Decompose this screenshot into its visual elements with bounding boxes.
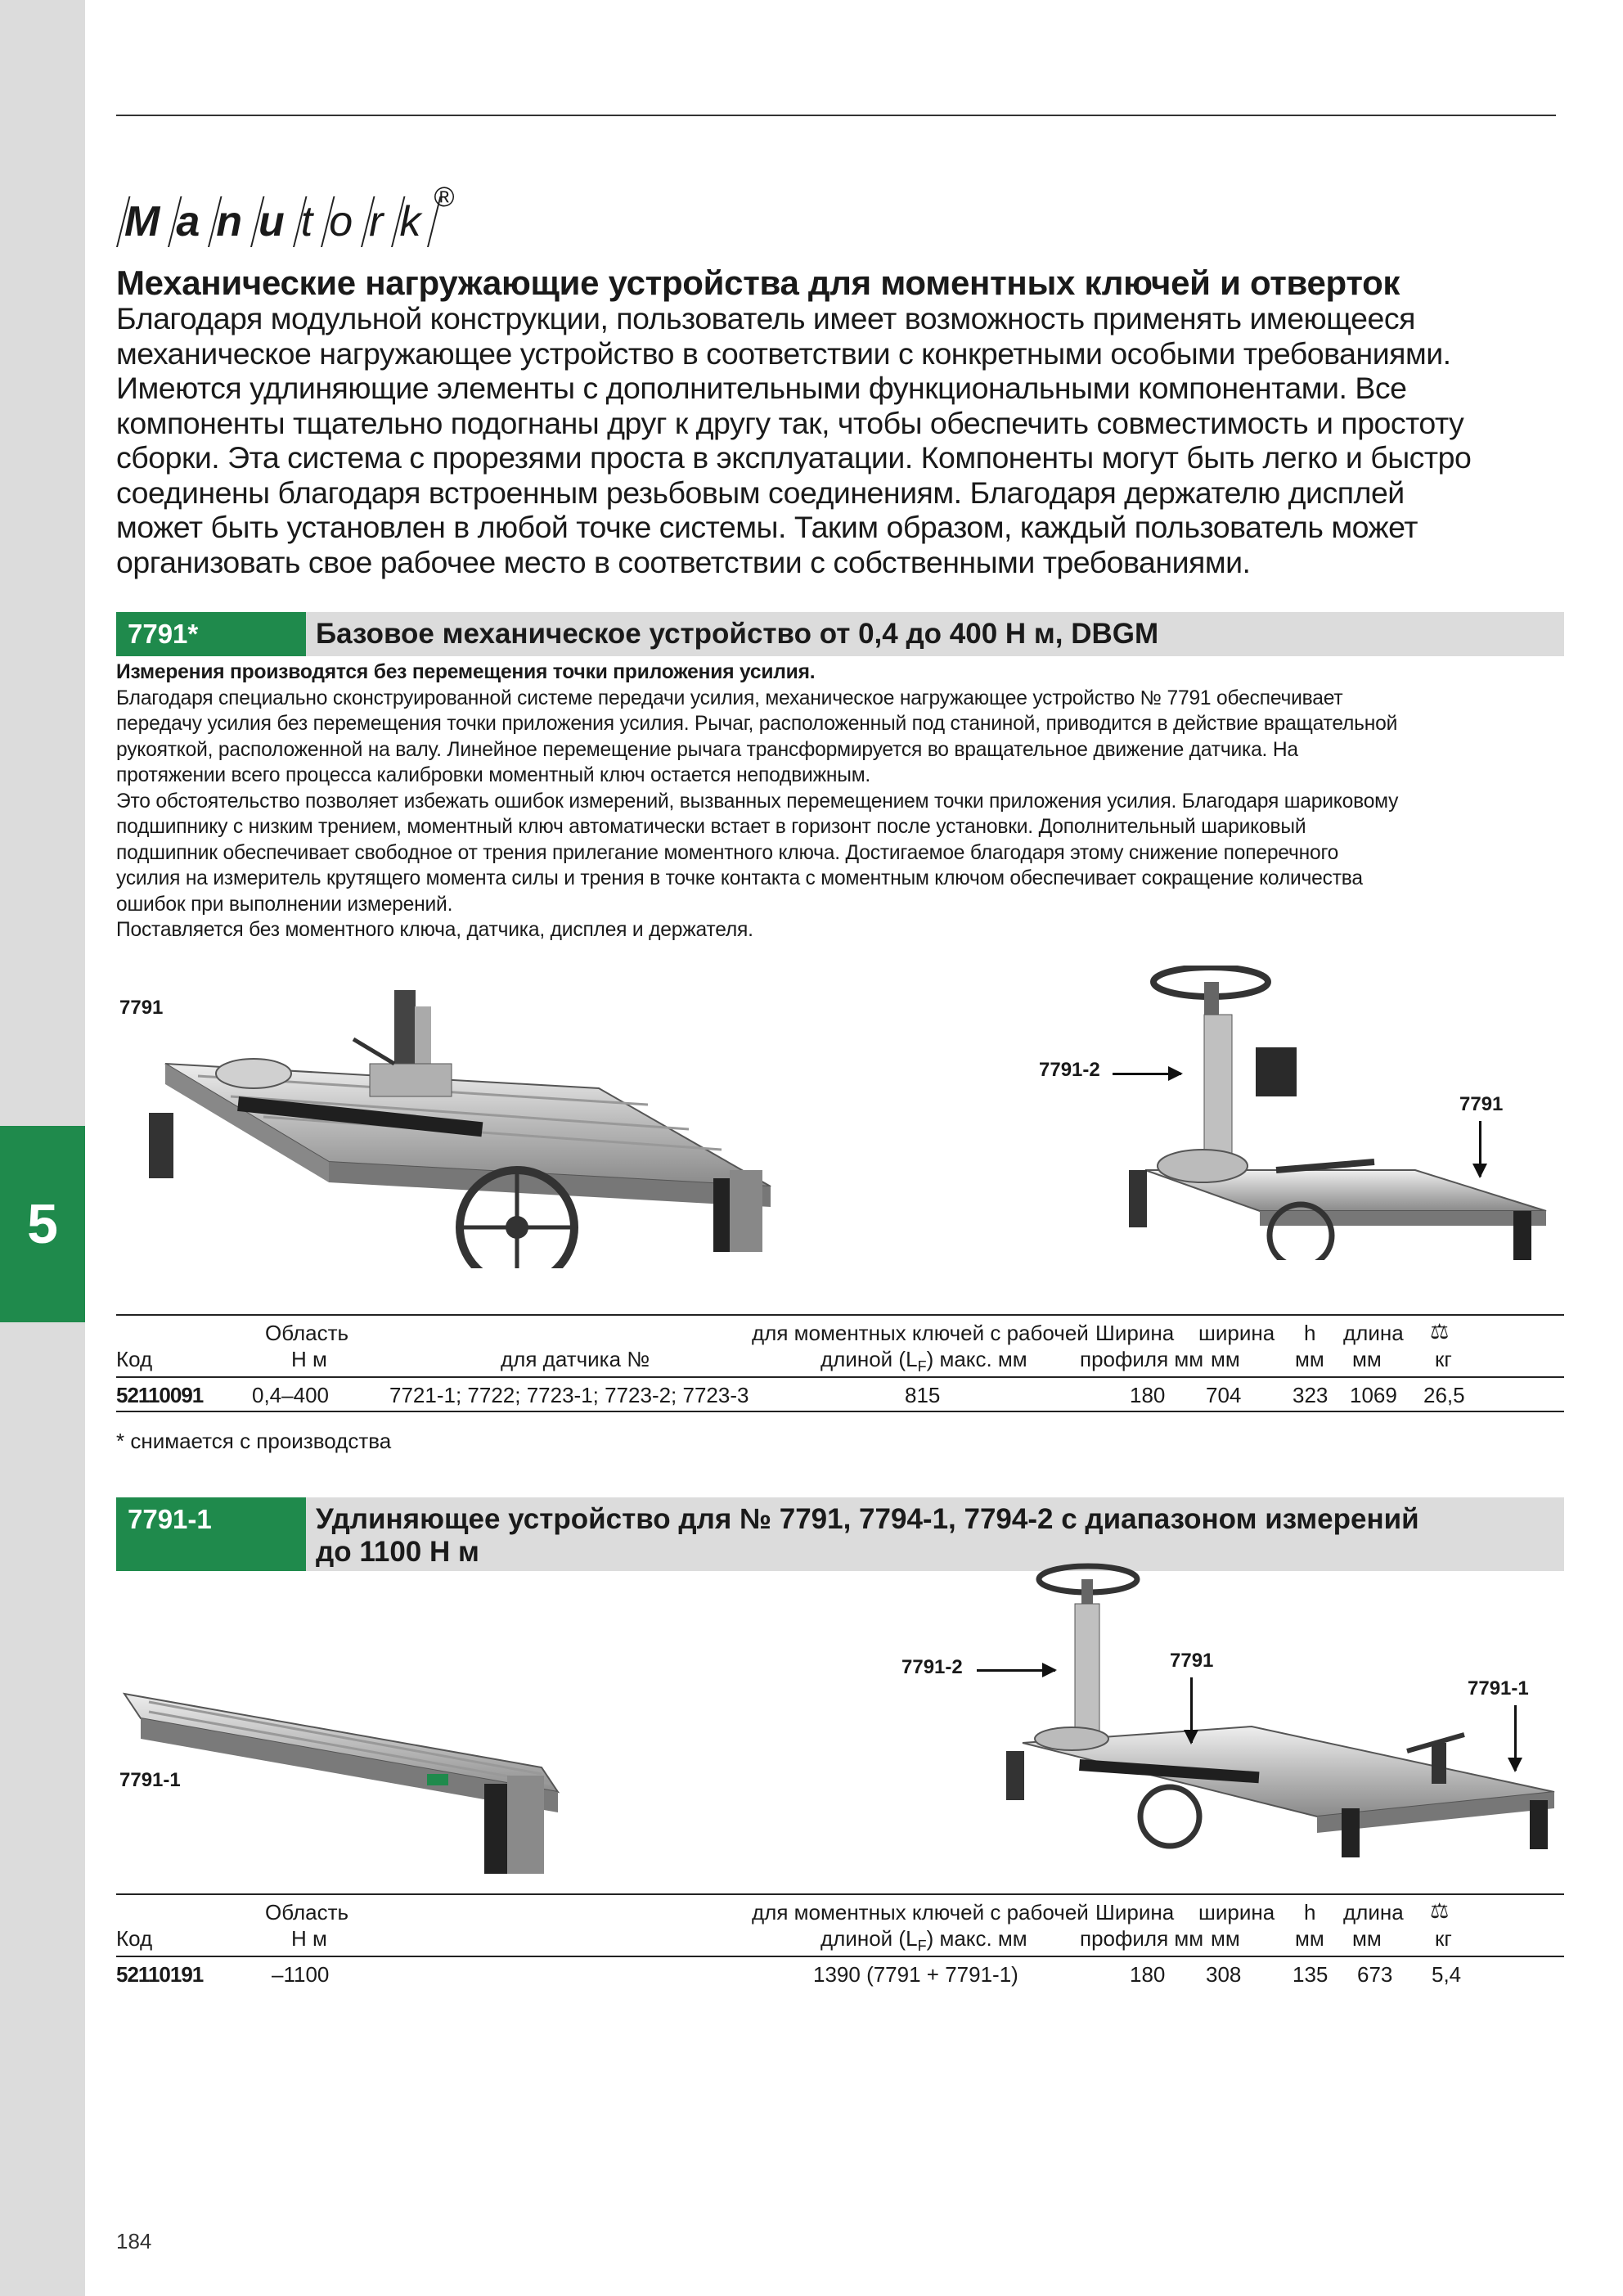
header-width-unit: мм	[1211, 1926, 1240, 1951]
brand-letter: t	[293, 196, 321, 247]
intro-line: Имеются удлиняющие элементы с дополнительными функциональными компонентами. Все	[116, 371, 1407, 405]
header-wrench-part: ) макс. мм	[926, 1347, 1027, 1371]
product-photo-7791	[116, 974, 820, 1268]
header-length-unit: мм	[1352, 1347, 1382, 1371]
description-line: протяжении всего процесса калибровки моментный ключ остается неподвижным.	[116, 764, 871, 786]
product-photo-7791-extended-assembly	[1006, 1563, 1562, 1874]
top-rule	[116, 115, 1556, 116]
row-range: –1100	[272, 1962, 330, 1987]
callout-label: 7791	[1459, 1093, 1504, 1115]
description-line: Это обстоятельство позволяет избежать ошибок измерений, вызванных перемещением точки приложения усилия. Благодаря шариковому	[116, 790, 1399, 813]
description-line: рукояткой, расположенной на валу. Линейное перемещение рычага трансформируется во вращательное движение датчика. На	[116, 738, 1298, 761]
header-h: h	[1304, 1900, 1316, 1925]
header-profile: Ширина	[1095, 1321, 1175, 1345]
row-length: 673	[1357, 1962, 1393, 1987]
arrow-right-icon	[977, 1669, 1055, 1672]
brand-letter: k	[391, 196, 429, 247]
header-wrench-sub: F	[917, 1358, 927, 1375]
arrow-down-icon	[1190, 1677, 1193, 1743]
header-width: ширина	[1198, 1900, 1275, 1925]
header-wrench-part: длиной (L	[820, 1347, 918, 1371]
section-code: 7791-1	[116, 1497, 306, 1571]
description-line: передачу усилия без перемещения точки приложения усилия. Рычаг, расположенный под станиной, приводится в действие вращательной	[116, 713, 1398, 735]
header-wrench-sub: F	[917, 1938, 927, 1955]
description-line: подшипник обеспечивает свободное от трения прилегание моментного ключа. Достигаемое благодаря этому снижение поперечного	[116, 841, 1339, 864]
header-range: Область	[265, 1321, 349, 1345]
header-wrench-length	[820, 1347, 1027, 1375]
header-wrench: для моментных ключей с рабочей	[752, 1900, 1089, 1925]
header-profile-unit: профиля мм	[1080, 1926, 1204, 1951]
header-sensor: для датчика №	[501, 1347, 650, 1371]
row-wrench: 815	[905, 1383, 941, 1407]
page-number: 184	[116, 2229, 152, 2253]
callout-label: 7791	[119, 997, 164, 1019]
header-h: h	[1304, 1321, 1316, 1345]
row-sensor: 7721-1; 7722; 7723-1; 7723-2; 7723-3	[389, 1383, 749, 1407]
section-header-7791	[116, 612, 1564, 656]
header-weight-unit: кг	[1435, 1926, 1452, 1951]
intro-line: сборки. Эта система с прорезями проста в эксплуатации. Компоненты могут быть легко и быстро	[116, 440, 1472, 475]
description-line: Благодаря специально сконструированной системе передачи усилия, механическое нагружающее устройство № 7791 обеспечивает	[116, 687, 1343, 709]
page-title: Механические нагружающие устройства для моментных ключей и отверток	[116, 263, 1400, 302]
intro-line: может быть установлен в любой точке системы. Таким образом, каждый пользователь может	[116, 510, 1418, 544]
description-line: Поставляется без моментного ключа, датчика, дисплея и держателя.	[116, 919, 753, 941]
table-rule	[116, 1893, 1564, 1895]
section-code: 7791*	[116, 612, 306, 656]
callout-label: 7791-2	[901, 1656, 963, 1678]
table-rule	[116, 1314, 1564, 1316]
row-weight: 26,5	[1423, 1383, 1465, 1407]
row-h: 323	[1293, 1383, 1329, 1407]
weight-icon: ⚖	[1430, 1898, 1450, 1923]
footnote: * снимается с производства	[116, 1429, 392, 1453]
section-title-line: Удлиняющее устройство для № 7791, 7794-1, 7794-2 с диапазоном измерений	[316, 1503, 1419, 1535]
product-photo-7791-1	[116, 1677, 582, 1882]
brand-letter: M	[116, 196, 168, 247]
header-code: Код	[116, 1926, 153, 1951]
spec-table-7791-1	[116, 1893, 1564, 1992]
intro-line: компоненты тщательно подогнаны друг к другу так, чтобы обеспечить совместимость и простоту	[116, 405, 1464, 440]
intro-line: механическое нагружающее устройство в соответствии с конкретными особыми требованиями.	[116, 335, 1451, 371]
header-range-unit: Н м	[291, 1926, 327, 1951]
brand-letter: r	[361, 196, 391, 247]
row-width: 308	[1206, 1962, 1242, 1987]
header-h-unit: мм	[1295, 1926, 1324, 1951]
description-line: усилия на измеритель крутящего момента силы и трения в точке контакта с моментным ключом обеспечивает сокращение количества	[116, 867, 1363, 889]
section-description	[116, 660, 1564, 943]
row-code: 52110091	[116, 1383, 204, 1407]
arrow-down-icon	[1514, 1705, 1517, 1771]
header-range-unit: Н м	[291, 1347, 327, 1371]
section-title-line: до 1100 Н м	[316, 1536, 479, 1568]
intro-line: организовать свое рабочее место в соответствии с собственными требованиями.	[116, 544, 1251, 579]
registered-mark: ®	[434, 182, 455, 213]
section-header-7791-1	[116, 1497, 1564, 1571]
header-length: длина	[1343, 1900, 1404, 1925]
callout-label: 7791-1	[1468, 1677, 1529, 1699]
brand-logo	[116, 182, 455, 247]
header-wrench-part: длиной (L	[820, 1926, 918, 1951]
intro-paragraph	[116, 301, 1556, 579]
row-wrench: 1390 (7791 + 7791-1)	[813, 1962, 1018, 1987]
header-weight-unit: кг	[1435, 1347, 1452, 1371]
table-rule	[116, 1376, 1564, 1378]
arrow-down-icon	[1479, 1121, 1481, 1177]
spec-table-7791	[116, 1314, 1564, 1412]
brand-letter: n	[208, 196, 250, 247]
arrow-right-icon	[1113, 1073, 1181, 1075]
row-range: 0,4–400	[252, 1383, 329, 1407]
brand-letter: o	[321, 196, 361, 247]
table-rule	[116, 1411, 1564, 1412]
section-title	[316, 1497, 1419, 1571]
table-rule	[116, 1956, 1564, 1957]
row-weight: 5,4	[1432, 1962, 1462, 1987]
intro-line: соединены благодаря встроенным резьбовым соединениям. Благодаря держателю дисплей	[116, 475, 1405, 510]
section-title: Базовое механическое устройство от 0,4 до 400 Н м, DBGM	[316, 618, 1159, 650]
header-code: Код	[116, 1347, 153, 1371]
header-profile-unit: профиля мм	[1080, 1347, 1204, 1371]
header-profile: Ширина	[1095, 1900, 1175, 1925]
row-profile: 180	[1130, 1962, 1166, 1987]
header-wrench-length	[820, 1926, 1027, 1955]
header-width: ширина	[1198, 1321, 1275, 1345]
description-line: ошибок при выполнении измерений.	[116, 893, 453, 916]
description-lead: Измерения производятся без перемещения точки приложения усилия.	[116, 661, 816, 683]
weight-icon: ⚖	[1430, 1319, 1450, 1344]
header-h-unit: мм	[1295, 1347, 1324, 1371]
header-wrench: для моментных ключей с рабочей	[752, 1321, 1089, 1345]
row-profile: 180	[1130, 1383, 1166, 1407]
row-h: 135	[1293, 1962, 1329, 1987]
header-width-unit: мм	[1211, 1347, 1240, 1371]
header-length: длина	[1343, 1321, 1404, 1345]
header-wrench-part: ) макс. мм	[926, 1926, 1027, 1951]
chapter-tab[interactable]: 5	[0, 1126, 85, 1322]
callout-label: 7791-1	[119, 1769, 181, 1791]
brand-letter: u	[250, 196, 293, 247]
row-width: 704	[1206, 1383, 1242, 1407]
header-length-unit: мм	[1352, 1926, 1382, 1951]
row-length: 1069	[1350, 1383, 1397, 1407]
brand-letter: a	[168, 196, 208, 247]
callout-label: 7791-2	[1039, 1059, 1100, 1081]
intro-line: Благодаря модульной конструкции, пользователь имеет возможность применять имеющееся	[116, 301, 1415, 335]
description-line: подшипнику с низким трением, моментный ключ автоматически встает в горизонт после установки. Дополнительный шариковый	[116, 816, 1306, 838]
callout-label: 7791	[1170, 1650, 1214, 1672]
row-code: 52110191	[116, 1962, 204, 1987]
header-range: Область	[265, 1900, 349, 1925]
